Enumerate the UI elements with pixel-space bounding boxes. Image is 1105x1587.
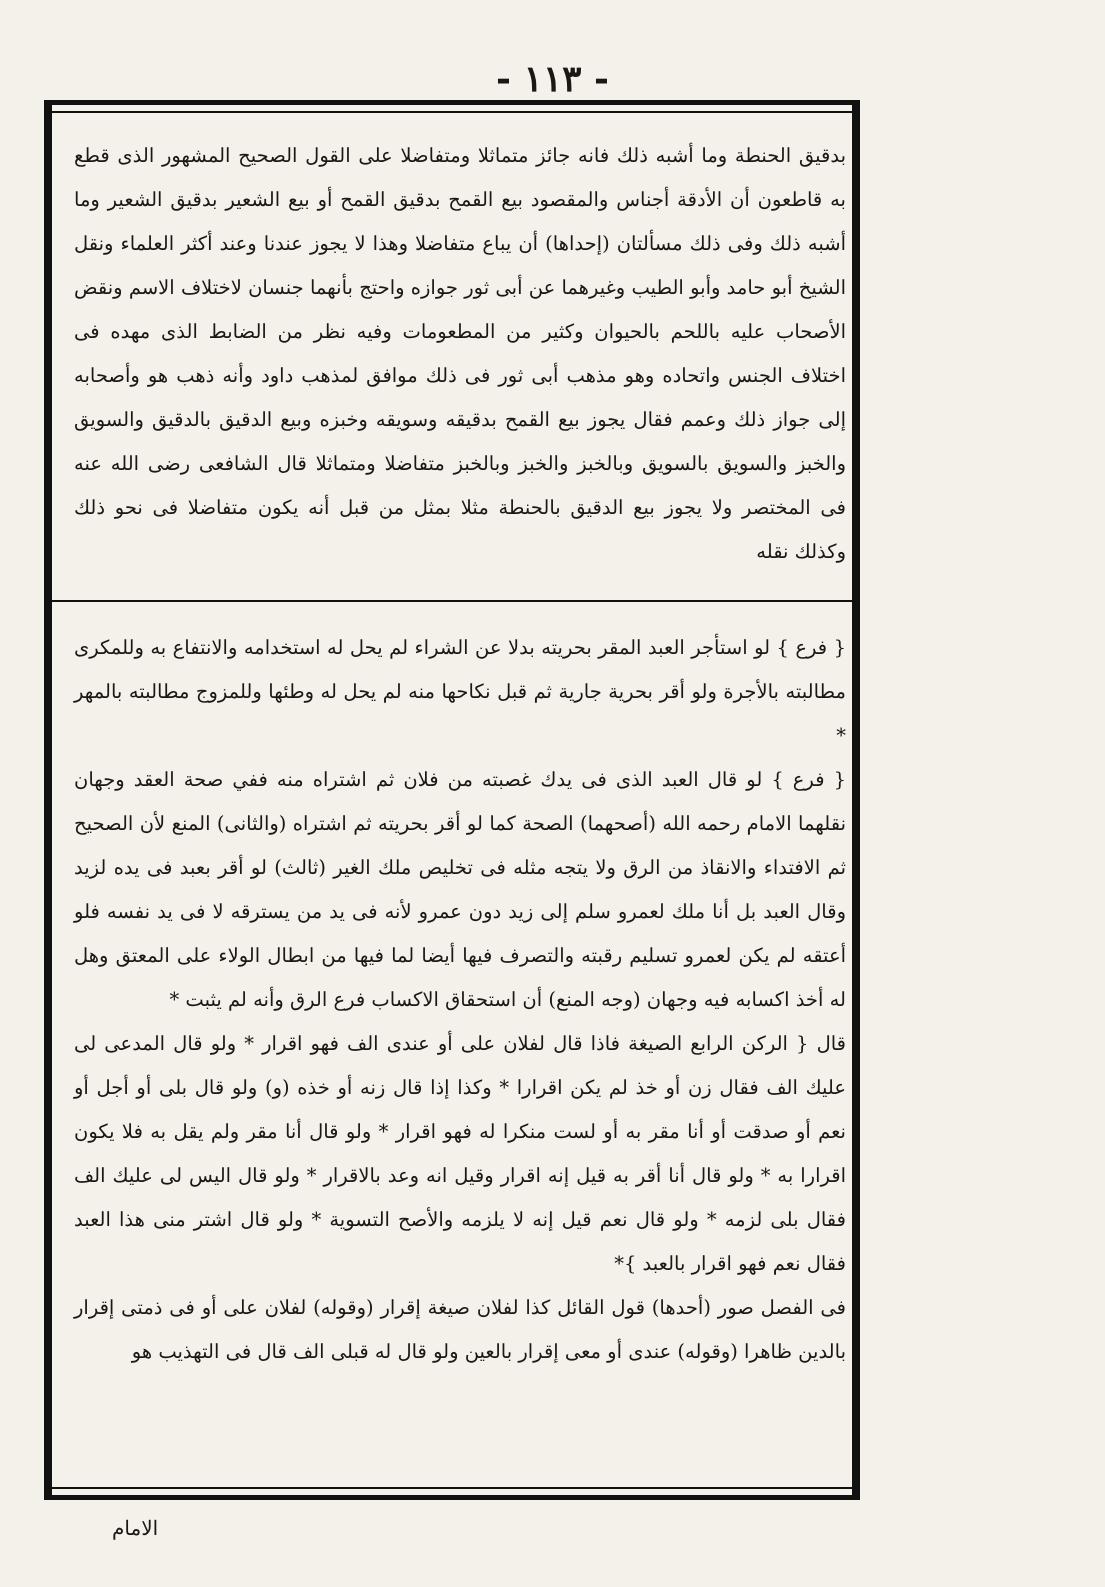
catchword: الامام	[112, 1516, 159, 1540]
frame-bottom-rule	[52, 1487, 852, 1489]
section-divider	[52, 600, 852, 602]
paragraph-fasl: فى الفصل صور (أحدها) قول القائل كذا لفلان صيغة إقرار (وقوله) لفلان على أو فى ذمتى إقرار بالدين ظاهرا (وقوله) عندى أو معى إقرار بالعين ولو قال له قبلى الف قال فى التهذيب هو	[74, 1296, 846, 1363]
paragraph-far-2: { فرع } لو قال العبد الذى فى يدك غصبته من فلان ثم اشتراه منه ففي صحة العقد وجهان نقلهما الامام رحمه الله (أصحهما) الصحة كما لو أقر بحريته ثم اشتراه (والثانى) المنع لأن الصحيح ثم الافتداء والانقاذ من الرق ولا يتجه مثله فى تخليص ملك الغير (ثالث) لو أقر بعبد فى يده لزيد وقال العبد بل أنا ملك لعمرو سلم إلى زيد دون عمرو لأنه فى يد من يسترقه لا فى يد نفسه فلو أعتقه لم يكن لعمرو تسليم رقبته والتصرف فيها أيضا لما فيها من ابطال الولاء على المعتق وهل له أخذ اكسابه فيه وجهان (وجه المنع) أن استحقاق الاكساب فرع الرق وأنه لم يثبت *	[74, 768, 846, 1011]
page-number: - ١١٣ -	[496, 58, 609, 100]
commentary-upper-text	[74, 134, 846, 574]
frame-top-rule	[52, 111, 852, 113]
commentary-lower-text	[74, 626, 846, 1374]
upper-paragraph: بدقيق الحنطة وما أشبه ذلك فانه جائز متماثلا ومتفاضلا على القول الصحيح المشهور الذى قطع به قاطعون أن الأدقة أجناس والمقصود بيع القمح بدقيق القمح أو بيع الشعير بدقيق الشعير وما أشبه ذلك وفى ذلك مسألتان (إحداها) أن يباع متفاضلا وهذا لا يجوز عندنا وعند أكثر العلماء ونقل الشيخ أبو حامد وأبو الطيب وغيرهما عن أبى ثور جوازه واحتج بأنهما جنسان لاختلاف الاسم ونقض الأصحاب عليه باللحم بالحيوان وكثير من المطعومات وفيه نظر من الضابط الذى مهده فى اختلاف الجنس واتحاده وهو مذهب أبى ثور فى ذلك موافق لمذهب داود وأنه ذهب هو وأصحابه إلى جواز ذلك وعمم فقال يجوز بيع القمح بدقيقه وسويقه وخبزه وبيع الدقيق بالدقيق والسويق والخبز والسويق بالسويق وبالخبز والخبز وبالخبز متفاضلا ومتماثلا قال الشافعى رضى الله عنه فى المختصر ولا يجوز بيع الدقيق بالحنطة مثلا بمثل من قبل أنه يكون متفاضلا فى نحو ذلك وكذلك نقله	[74, 144, 846, 563]
paragraph-far-1: { فرع } لو استأجر العبد المقر بحريته بدلا عن الشراء لم يحل له استخدامه والانتفاع به وللمكرى مطالبته بالأجرة ولو أقر بحرية جارية ثم قبل نكاحها منه لم يحل له وطئها وللمزوج مطالبته بالمهر *	[74, 636, 846, 747]
paragraph-rukn-4: قال { الركن الرابع الصيغة فاذا قال لفلان على أو عندى الف فهو اقرار * ولو قال المدعى لى عليك الف فقال زن أو خذ لم يكن اقرارا * وكذا إذا قال زنه أو خذه (و) ولو قال بلى أو أجل أو نعم أو صدقت أو أنا مقر به أو لست منكرا له فهو اقرار * ولو قال أنا مقر ولم يقل به فلا يكون اقرارا به * ولو قال أنا أقر به قيل إنه اقرار وقيل انه وعد بالاقرار * ولو قال اليس لى عليك الف فقال بلى لزمه * ولو قال نعم قيل إنه لا يلزمه والأصح التسوية * ولو قال اشتر منى هذا العبد فقال نعم فهو اقرار بالعبد }*	[74, 1032, 846, 1275]
